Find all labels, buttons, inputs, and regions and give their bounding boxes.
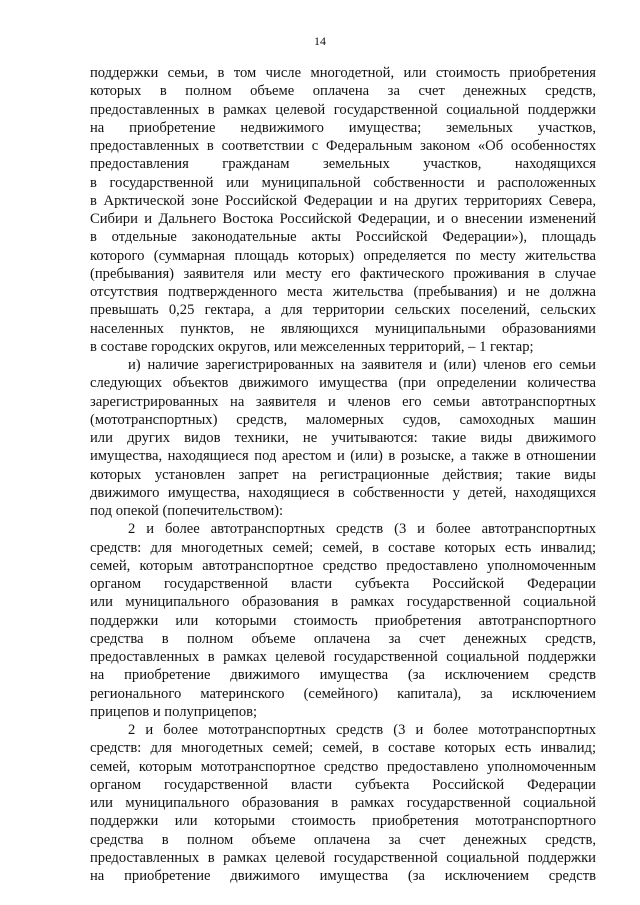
text-line: поддержки или которыми стоимость приобретения мототранспортного bbox=[90, 813, 596, 830]
text-line: 2 и более мототранспортных средств (3 и более мототранспортных bbox=[128, 722, 596, 738]
text-line: населенных пунктов, не являющихся муниципальными образованиями bbox=[90, 320, 596, 337]
text-line: в составе городских округов, или межселенных территорий, – 1 гектар; bbox=[90, 338, 534, 355]
text-line: предоставленных в рамках целевой государственной социальной поддержки bbox=[90, 649, 596, 665]
text-line: органом государственной власти субъекта Российской Федерации bbox=[90, 576, 596, 592]
text-line: предоставленных в соответствии с Федеральным законом «Об особенностях bbox=[90, 138, 596, 154]
document-body bbox=[90, 64, 596, 885]
text-line: предоставленных в рамках целевой государственной социальной поддержки bbox=[90, 101, 596, 118]
text-line: предоставления гражданам земельных участков, находящихся bbox=[90, 156, 596, 173]
text-line: средств: для многодетных семей; семей, в составе которых есть инвалид; bbox=[90, 539, 596, 556]
text-line: которых в полном объеме оплачена за счет денежных средств, bbox=[90, 83, 596, 100]
text-line: поддержки или которыми стоимость приобретения автотранспортного bbox=[90, 612, 596, 629]
text-line: и) наличие зарегистрированных на заявителя и (или) членов его семьи bbox=[128, 357, 596, 373]
text-line: семей, которым автотранспортное средство предоставлено уполномоченным bbox=[90, 557, 596, 574]
text-line: Сибири и Дальнего Востока Российской Федерации, и о внесении изменений bbox=[90, 211, 596, 227]
text-line: которого (суммарная площадь которых) определяется по месту жительства bbox=[90, 247, 596, 264]
text-line: (мототранспортных) средств, маломерных судов, самоходных машин bbox=[90, 411, 596, 428]
text-line: средства в полном объеме оплачена за счет денежных средств, bbox=[90, 831, 596, 848]
page-number: 14 bbox=[314, 34, 326, 48]
text-line: в государственной или муниципальной собственности и расположенных bbox=[90, 174, 596, 191]
text-line: на приобретение движимого имущества (за исключением средств bbox=[90, 868, 596, 884]
text-line: предоставленных в рамках целевой государственной социальной поддержки bbox=[90, 849, 596, 866]
text-line: средства в полном объеме оплачена за счет денежных средств, bbox=[90, 630, 596, 647]
text-line: или муниципального образования в рамках государственной социальной bbox=[90, 795, 596, 811]
text-line: регионального материнского (семейного) капитала), за исключением bbox=[90, 685, 596, 702]
text-line: 2 и более автотранспортных средств (3 и более автотранспортных bbox=[128, 521, 596, 538]
text-line: на приобретение недвижимого имущества; земельных участков, bbox=[90, 119, 596, 136]
text-line: в Арктической зоне Российской Федерации и на других территориях Севера, bbox=[90, 192, 596, 209]
text-line: на приобретение движимого имущества (за исключением средств bbox=[90, 667, 596, 684]
text-line: имущества, находящиеся под арестом и (или) в розыске, а также в отношении bbox=[90, 448, 596, 465]
text-line: отсутствия подтвержденного места жительства (пребывания) и не должна bbox=[90, 284, 596, 300]
text-line: которых установлен запрет на регистрационные действия; такие виды bbox=[90, 466, 596, 483]
text-line: семей, которым мототранспортное средство предоставлено уполномоченным bbox=[90, 758, 596, 775]
text-line: средств: для многодетных семей; семей, в составе которых есть инвалид; bbox=[90, 740, 596, 757]
text-line: движимого имущества, находящиеся в собственности у детей, находящихся bbox=[90, 484, 596, 501]
text-line: под опекой (попечительством): bbox=[90, 503, 284, 519]
text-line: в отдельные законодательные акты Российской Федерации»), площадь bbox=[90, 229, 596, 246]
text-line: поддержки семьи, в том числе многодетной, или стоимость приобретения bbox=[90, 65, 596, 81]
text-line: или муниципального образования в рамках государственной социальной bbox=[90, 594, 596, 611]
text-line: (пребывания) заявителя или месту его фактического проживания в случае bbox=[90, 265, 596, 282]
text-line: зарегистрированных на заявителя и членов его семьи автотранспортных bbox=[90, 393, 596, 410]
text-line: или других видов техники, не учитываются: такие виды движимого bbox=[90, 430, 596, 446]
text-line: следующих объектов движимого имущества (при определении количества bbox=[90, 375, 596, 392]
text-line: прицепов и полуприцепов; bbox=[90, 703, 258, 720]
text-line: превышать 0,25 гектара, а для территории сельских поселений, сельских bbox=[90, 302, 596, 319]
text-line: органом государственной власти субъекта Российской Федерации bbox=[90, 776, 596, 793]
